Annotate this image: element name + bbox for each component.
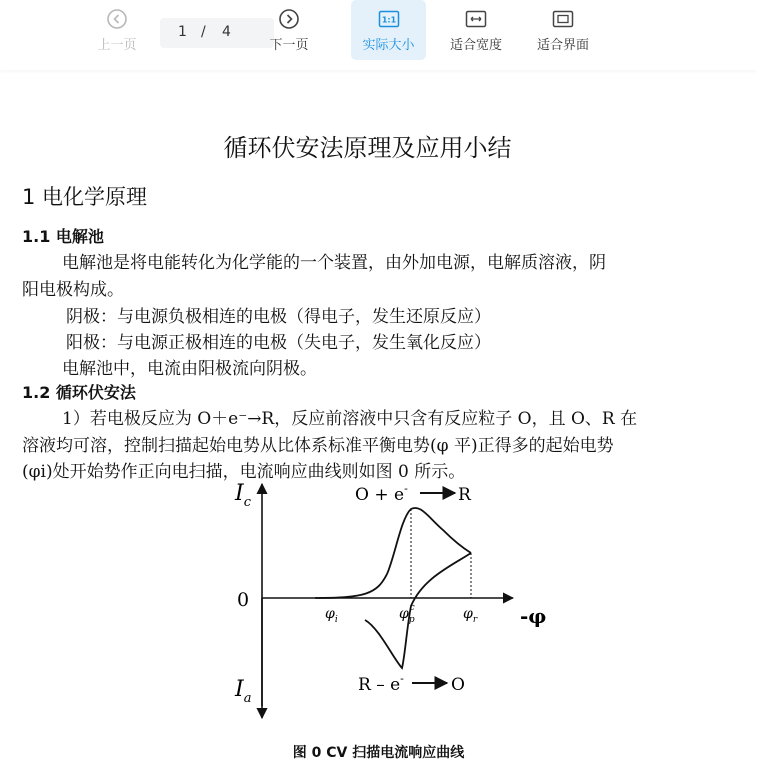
viewer-toolbar	[0, 0, 757, 70]
subsection-heading-1-2: 1.2 循环伏安法	[22, 383, 136, 402]
subsection-heading-1-1: 1.1 电解池	[22, 227, 104, 246]
fit-page-button[interactable]	[527, 0, 599, 60]
oxidation-reaction-label: R – e-	[358, 672, 404, 695]
page-indicator[interactable]	[160, 18, 274, 48]
next-page-label: 下一页	[269, 38, 309, 53]
paragraph-line: 阳电极构成。	[22, 280, 124, 300]
chevron-right-circle-icon	[278, 8, 300, 30]
paragraph-line: 1）若电极反应为 O＋e⁻→R，反应前溶液中只含有反应粒子 O，且 O、R 在	[62, 409, 638, 429]
phi-i-label: $\varphi_i$	[325, 606, 338, 625]
prev-page-button[interactable]	[88, 0, 146, 60]
paragraph-line: 电解池是将电能转化为化学能的一个装置，由外加电源，电解质溶液，阴	[62, 253, 606, 273]
current-page-input[interactable]: 1	[178, 24, 187, 40]
anode-definition: 阳极：与电源正极相连的电极（失电子，发生氧化反应）	[66, 333, 491, 353]
next-page-button[interactable]	[260, 0, 318, 60]
origin-label: 0	[237, 589, 250, 611]
document-title: 循环伏安法原理及应用小结	[223, 134, 512, 162]
current-direction-text: 电解池中，电流由阳极流向阴极。	[62, 359, 317, 379]
prev-page-label: 上一页	[97, 38, 137, 53]
fit-width-button[interactable]	[440, 0, 512, 60]
actual-size-button[interactable]	[351, 0, 426, 60]
phi-r-label: $\varphi_r$	[463, 606, 478, 625]
total-pages: 4	[222, 24, 231, 40]
chevron-left-circle-icon	[106, 8, 128, 30]
cathode-definition: 阴极：与电源负极相连的电极（得电子，发生还原反应）	[66, 307, 491, 327]
y-axis-top-label: $I_c$	[235, 481, 251, 510]
actual-size-icon	[378, 8, 400, 30]
fit-page-label: 适合界面	[536, 38, 589, 53]
figure-caption: 图 0 CV 扫描电流响应曲线	[292, 745, 465, 761]
anodic-curve	[365, 553, 471, 668]
reduction-reaction-label: O + e-	[355, 482, 408, 505]
y-axis-bottom-label: $I_a$	[235, 677, 252, 706]
paragraph-line: 溶液均可溶，控制扫描起始电势从比体系标准平衡电势(φ 平)正得多的起始电势	[22, 436, 614, 456]
cv-curve-figure	[215, 478, 555, 728]
fit-page-icon	[552, 8, 574, 30]
fit-width-icon	[465, 8, 487, 30]
cathodic-curve	[315, 508, 471, 598]
x-axis-label: -φ	[520, 604, 547, 628]
oxidation-product-label: O	[451, 675, 465, 695]
fit-width-label: 适合宽度	[449, 38, 502, 53]
actual-size-icon-text: 1:1	[381, 15, 396, 25]
paragraph-line: (φi)处开始势作正向电扫描，电流响应曲线则如图 0 所示。	[22, 462, 466, 482]
reduction-product-label: R	[458, 485, 471, 505]
phi-p-label: $\varphi_pc$	[399, 603, 415, 625]
actual-size-label: 实际大小	[362, 38, 415, 53]
page-separator: /	[201, 24, 206, 40]
section-heading-1: 1 电化学原理	[22, 185, 148, 209]
